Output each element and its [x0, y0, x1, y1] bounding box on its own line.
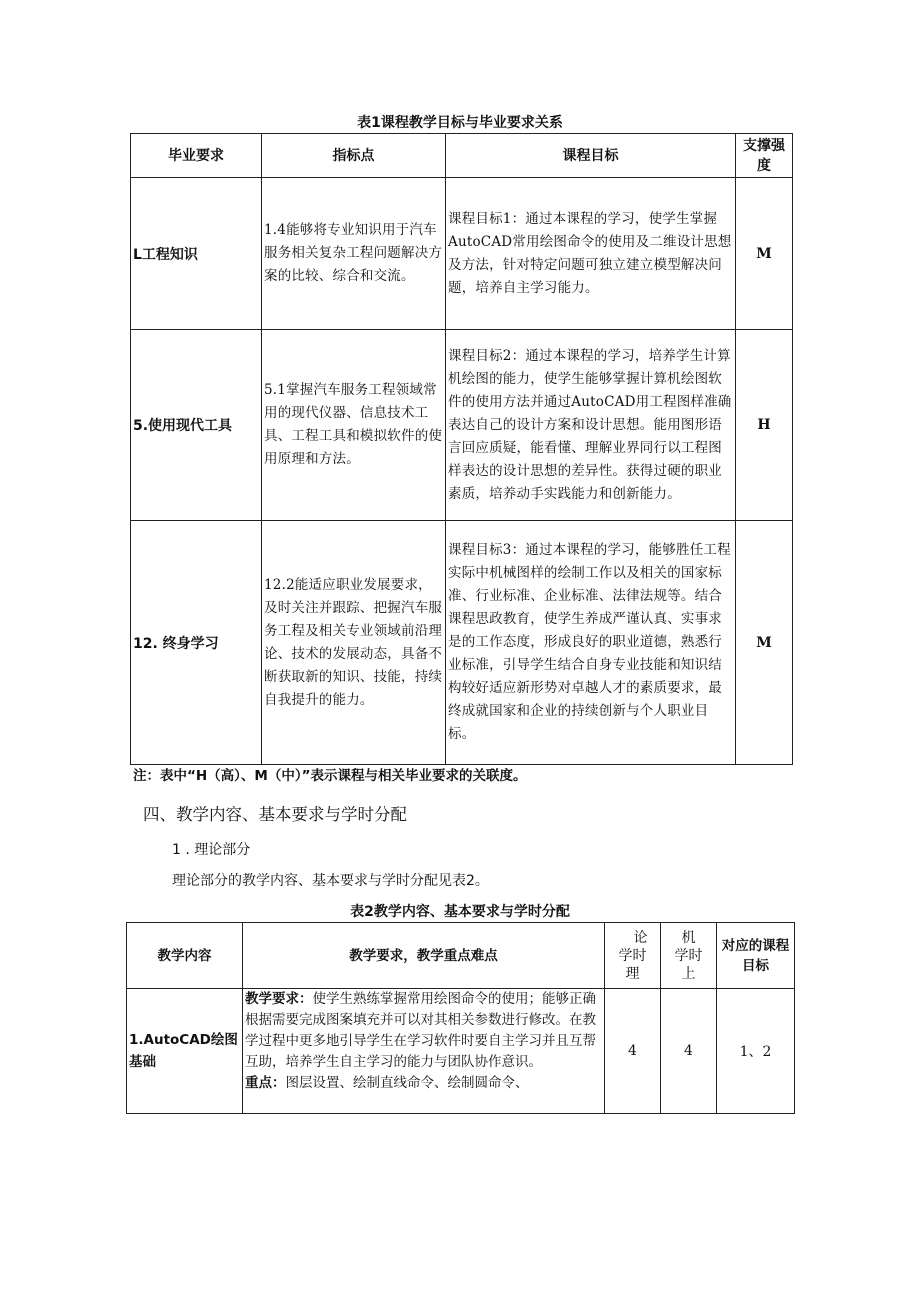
goals-header-line2: 目标	[742, 957, 769, 974]
goals-cell: 1、2	[717, 989, 795, 1114]
requirements-cell	[243, 989, 605, 1114]
table2-caption: 表2教学内容、基本要求与学时分配	[350, 904, 570, 920]
section-subheading: 1 . 理论部分	[172, 842, 251, 858]
requirements-text: 使学生熟练掌握常用绘图命令的使用；能够正确根据需要完成图案填充并可以对其相关参数进行修改。在教学过程中更多地引导学生在学习软件时要自主学习并且互帮互助，培养学生自主学习的能力与团队协作意识。	[245, 991, 596, 1070]
requirement-cell: 12. 终身学习	[131, 521, 262, 765]
table1-header-indicator: 指标点	[262, 134, 446, 178]
key-points-label: 重点：	[245, 1075, 286, 1091]
table2-header-goals	[717, 923, 795, 989]
lab-header-line1: 机	[681, 929, 696, 946]
support-header-line2: 度	[757, 157, 771, 174]
support-header-line1: 支撑强	[743, 137, 785, 154]
theory-header-line2: 学时	[618, 947, 647, 964]
support-level-cell: H	[736, 330, 793, 521]
lab-header-line3: 上	[681, 965, 696, 982]
goal-cell: 课程目标1：通过本课程的学习，使学生掌握AutoCAD常用绘图命令的使用及二维设计思想及方法，针对特定问题可独立建立模型解决问题，培养自主学习能力。	[446, 178, 736, 330]
lab-hours-cell: 4	[661, 989, 717, 1114]
goal-cell: 课程目标3：通过本课程的学习，能够胜任工程实际中机械图样的绘制工作以及相关的国家标准、行业标准、企业标准、法律法规等。结合课程思政教育，使学生养成严谨认真、实事求是的工作态度，形成良好的职业道德，熟悉行业标准，引导学生结合自身专业技能和知识结构较好适应新形势对卓越人才的素质要求，最终成就国家和企业的持续创新与个人职业目标。	[446, 521, 736, 765]
theory-header-line1: 论	[633, 929, 648, 946]
table1-caption: 表1课程教学目标与毕业要求关系	[357, 115, 563, 131]
requirement-cell: 5.使用现代工具	[131, 330, 262, 521]
section-paragraph: 理论部分的教学内容、基本要求与学时分配见表2。	[172, 873, 489, 889]
table1-row	[131, 178, 793, 330]
indicator-cell: 1.4能够将专业知识用于汽车服务相关复杂工程问题解决方案的比较、综合和交流。	[262, 178, 446, 330]
indicator-cell: 5.1掌握汽车服务工程领域常用的现代仪器、信息技术工具、工程工具和模拟软件的使用原理和方法。	[262, 330, 446, 521]
goals-header-line1: 对应的课程	[721, 937, 790, 954]
indicator-cell: 12.2能适应职业发展要求，及时关注并跟踪、把握汽车服务工程及相关专业领域前沿理论、技术的发展动态，具备不断获取新的知识、技能，持续自我提升的能力。	[262, 521, 446, 765]
content-line1: 1.AutoCAD绘图	[129, 1032, 238, 1048]
theory-header-line3: 理	[625, 965, 640, 982]
table1-header-requirement: 毕业要求	[131, 134, 262, 178]
content-cell	[127, 989, 243, 1114]
key-points-text: 图层设置、绘制直线命令、绘制圆命令、	[285, 1075, 529, 1091]
table1-header-support	[736, 134, 793, 178]
table2-row	[127, 989, 795, 1114]
table1	[130, 133, 793, 765]
support-level-cell: M	[736, 178, 793, 330]
table2-header-content: 教学内容	[127, 923, 243, 989]
table1-row	[131, 521, 793, 765]
table2	[126, 922, 795, 1114]
section-heading: 四、教学内容、基本要求与学时分配	[143, 805, 407, 824]
table2-header-lab-hours	[661, 923, 717, 989]
goal-cell: 课程目标2：通过本课程的学习，培养学生计算机绘图的能力，使学生能够掌握计算机绘图软件的使用方法并通过AutoCAD用工程图样准确表达自己的设计方案和设计思想。能用图形语言回应质疑，能看懂、理解业界同行以工程图样表达的设计思想的差异性。获得过硬的职业素质，培养动手实践能力和创新能力。	[446, 330, 736, 521]
content-line2: 基础	[129, 1054, 156, 1070]
table2-header-theory-hours	[605, 923, 661, 989]
requirements-label: 教学要求：	[245, 991, 313, 1007]
table2-header-requirements: 教学要求，教学重点难点	[243, 923, 605, 989]
lab-header-line2: 学时	[674, 947, 703, 964]
theory-hours-cell: 4	[605, 989, 661, 1114]
table1-note: 注：表中“H（高）、M（中）”表示课程与相关毕业要求的关联度。	[133, 768, 527, 784]
table1-header-goal: 课程目标	[446, 134, 736, 178]
support-level-cell: M	[736, 521, 793, 765]
table1-row	[131, 330, 793, 521]
requirement-cell: L工程知识	[131, 178, 262, 330]
